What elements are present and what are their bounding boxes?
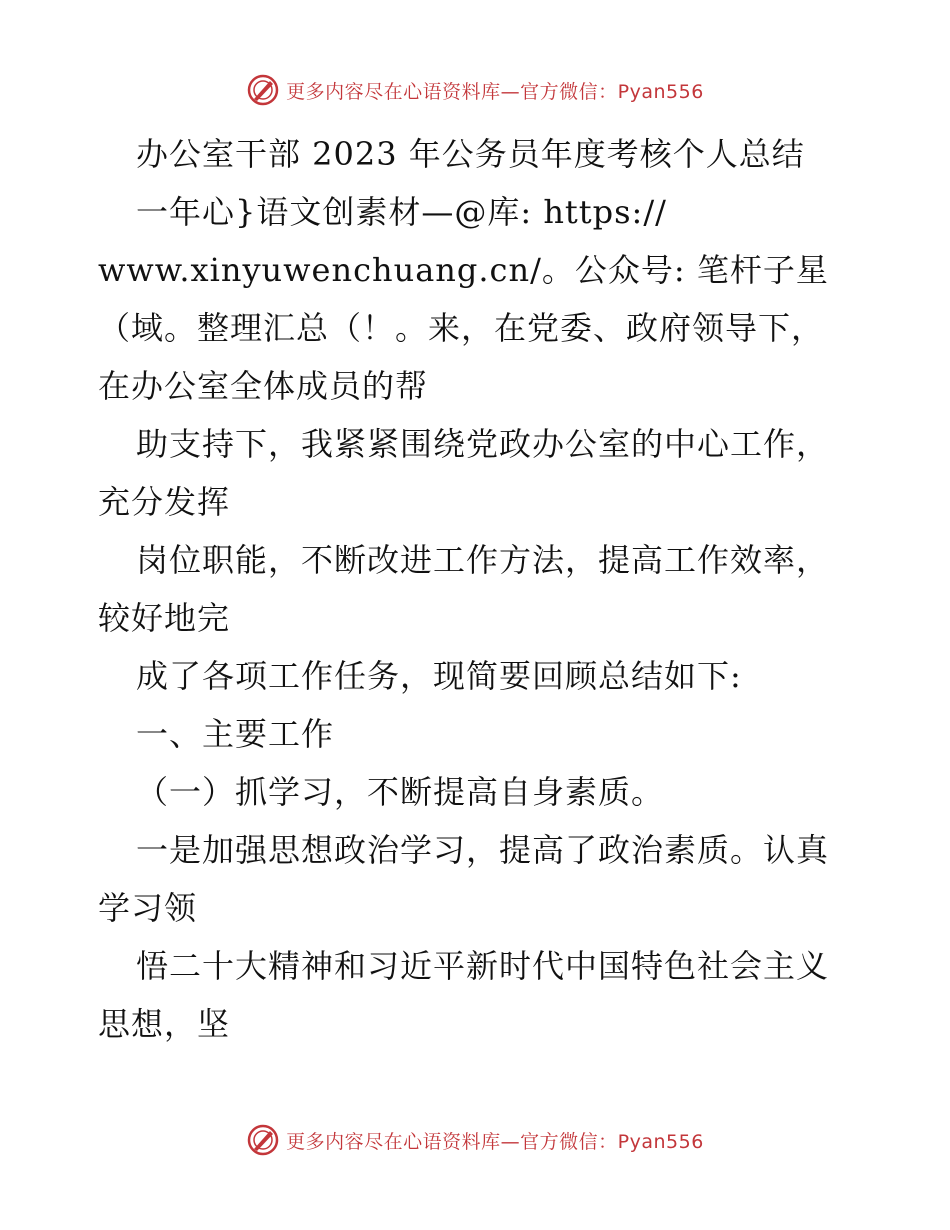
watermark-text: 更多内容尽在心语资料库—官方微信：Pyan556: [286, 1130, 704, 1153]
document-line: 较好地完: [98, 599, 231, 637]
document-line: 充分发挥: [98, 483, 231, 521]
document-line: 在办公室全体成员的帮: [98, 367, 429, 405]
document-line: 助支持下，我紧紧围绕党政办公室的中心工作，: [136, 425, 830, 463]
header-watermark-banner: [0, 70, 950, 110]
document-line: 悟二十大精神和习近平新时代中国特色社会主义: [136, 947, 830, 985]
footer-watermark-banner: [0, 1120, 950, 1160]
document-body: [98, 125, 868, 1053]
document-line: www.xinyuwenchuang.cn/。公众号: 笔杆子星: [98, 251, 829, 289]
document-line: （一）抓学习，不断提高自身素质。: [136, 773, 665, 811]
document-line: 办公室干部 2023 年公务员年度考核个人总结: [136, 135, 805, 173]
document-line: 思想，坚: [98, 1005, 231, 1043]
document-line: 一是加强思想政治学习，提高了政治素质。认真: [136, 831, 830, 869]
document-line: 学习领: [98, 889, 198, 927]
document-line: 成了各项工作任务，现简要回顾总结如下:: [136, 657, 742, 695]
brush-logo-icon: [246, 73, 280, 107]
document-line: （域。整理汇总（！。来，在党委、政府领导下，: [98, 309, 825, 347]
document-line: 一、主要工作: [136, 715, 335, 753]
document-line: 岗位职能，不断改进工作方法，提高工作效率，: [136, 541, 830, 579]
brush-logo-icon: [246, 1123, 280, 1157]
watermark-text: 更多内容尽在心语资料库—官方微信：Pyan556: [286, 80, 704, 103]
document-line: 一年心}语文创素材—@库: https://: [136, 193, 667, 231]
